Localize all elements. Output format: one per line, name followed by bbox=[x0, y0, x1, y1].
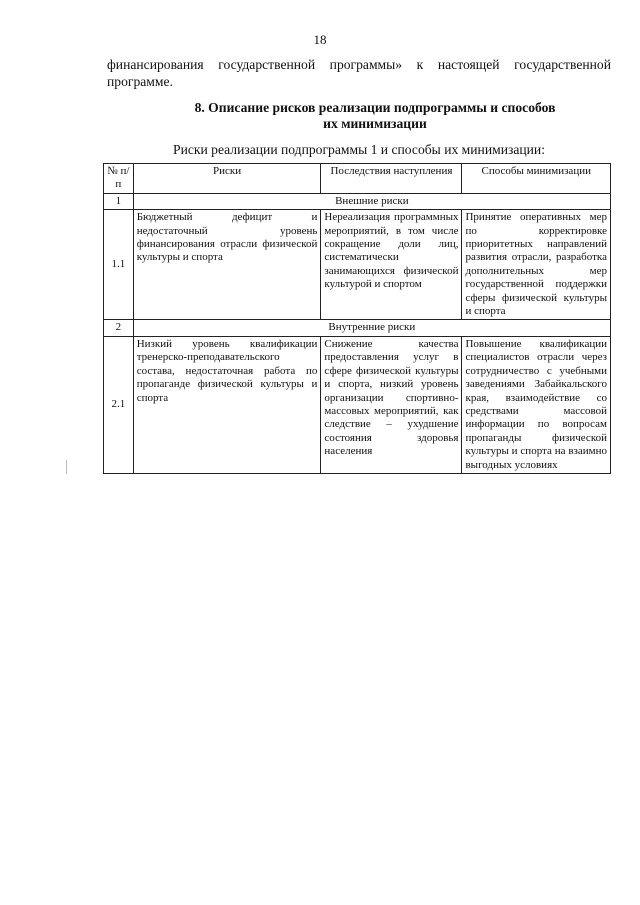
section-heading bbox=[150, 100, 600, 132]
row-risk: Бюджетный дефицит и недостаточный уровень финансирования отрасли физической культуры и спорта bbox=[133, 210, 321, 320]
row-consequence: Снижение качества предоставления услуг в сфере физической культуры и спорта, низкий уровень организации спортивно-массовых мероприятий, как следствие – ухудшение состояния здоровья населения bbox=[321, 336, 462, 473]
section-row-external bbox=[104, 193, 611, 209]
row-risk: Низкий уровень квалификации тренерско-преподавательского состава, недостаточная работа по пропаганде физической культуры и спорта bbox=[133, 336, 321, 473]
table-subtitle: Риски реализации подпрограммы 1 и способы их минимизации: bbox=[173, 142, 545, 157]
section-title: Внутренние риски bbox=[133, 320, 610, 336]
header-methods: Способы минимизации bbox=[462, 164, 611, 194]
header-num: № п/п bbox=[104, 164, 134, 194]
row-consequence: Нереализация программных мероприятий, в том числе сокращение доли лиц, систематически занимающихся физической культурой и спортом bbox=[321, 210, 462, 320]
section-num: 1 bbox=[104, 193, 134, 209]
row-method: Принятие оперативных мер по корректировке приоритетных направлений развития отрасли, разработка дополнительных мер государственной поддержки сферы физической культуры и спорта bbox=[462, 210, 611, 320]
scan-mark bbox=[66, 460, 67, 474]
row-num: 1.1 bbox=[104, 210, 134, 320]
row-num: 2.1 bbox=[104, 336, 134, 473]
header-risks: Риски bbox=[133, 164, 321, 194]
page-number: 18 bbox=[313, 32, 327, 47]
table-header-row bbox=[104, 164, 611, 194]
intro-paragraph bbox=[107, 56, 611, 90]
section-heading-line-2: их минимизации bbox=[323, 116, 427, 131]
section-heading-line-1: 8. Описание рисков реализации подпрограммы и способов bbox=[194, 100, 556, 115]
row-method: Повышение квалификации специалистов отрасли через сотрудничество с учебными заведениями Забайкальского края, взаимодействие со средствами массовой информации по вопросам пропаганды физической культуры и спорта на взаимно выгодных условиях bbox=[462, 336, 611, 473]
section-num: 2 bbox=[104, 320, 134, 336]
risks-table bbox=[103, 163, 611, 474]
intro-line-1: финансирования государственной программы» к настоящей государственной bbox=[107, 57, 611, 72]
table-row bbox=[104, 336, 611, 473]
section-title: Внешние риски bbox=[133, 193, 610, 209]
section-row-internal bbox=[104, 320, 611, 336]
header-consequences: Последствия наступления bbox=[321, 164, 462, 194]
table-row bbox=[104, 210, 611, 320]
intro-line-2: программе. bbox=[107, 74, 173, 89]
